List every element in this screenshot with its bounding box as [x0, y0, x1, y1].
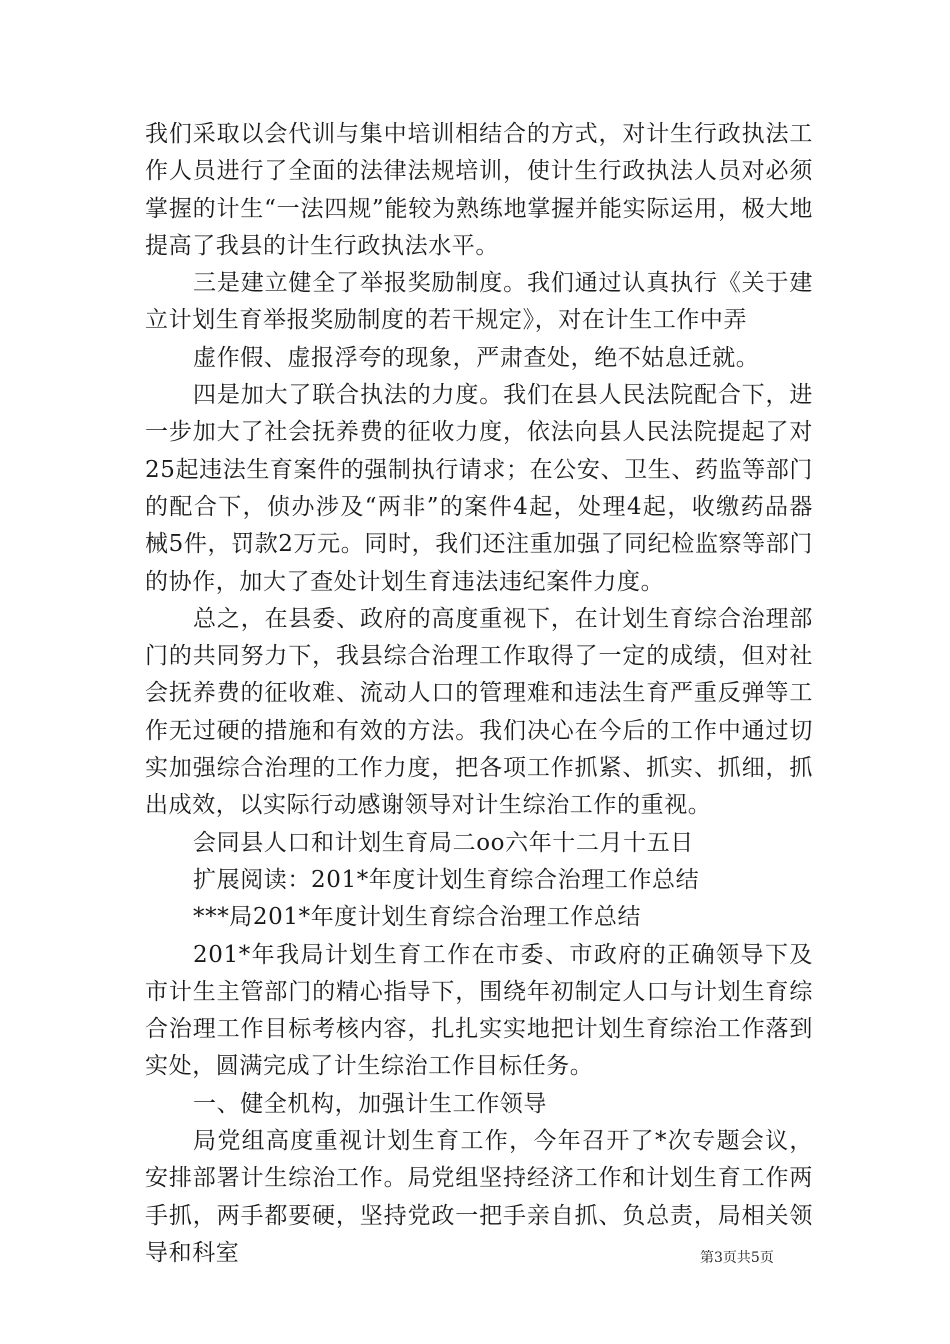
page-number-footer: 第3页共5页	[700, 1250, 774, 1266]
paragraph-reporting-reward: 三是建立健全了举报奖励制度。我们通过认真执行《关于建立计划生育举报奖励制度的若干规定》，对在计生工作中弄	[145, 270, 813, 334]
paragraph-reporting-reward-cont: 虚作假、虚报浮夸的现象，严肃查处，绝不姑息迁就。	[193, 344, 760, 371]
paragraph-signature-date: 会同县人口和计划生育局二oo六年十二月十五日	[193, 829, 694, 856]
paragraph-training: 我们采取以会代训与集中培训相结合的方式，对计生行政执法工作人员进行了全面的法律法规培训，使计生行政执法人员对必须掌握的计生“一法四规”能较为熟练地掌握并能实际运用，极大地提高了我县的计生行政执法水平。	[145, 121, 813, 259]
document-body	[145, 116, 813, 1272]
paragraph-annual-overview: 201*年我局计划生育工作在市委、市政府的正确领导下及市计生主管部门的精心指导下，围绕年初制定人口与计划生育综合治理工作目标考核内容，扎扎实实地把计划生育综治工作落到实处，圆满完成了计生综治工作目标任务。	[145, 941, 813, 1080]
paragraph-subtitle: ***局201*年度计划生育综合治理工作总结	[193, 904, 642, 931]
paragraph-party-leadership: 局党组高度重视计划生育工作，今年召开了*次专题会议，安排部署计生综治工作。局党组坚持经济工作和计划生育工作两手抓，两手都要硬，坚持党政一把手亲自抓、负总责，局相关领导和科室	[145, 1128, 813, 1266]
paragraph-section-heading-1: 一、健全机构，加强计生工作领导	[193, 1090, 547, 1117]
paragraph-joint-enforcement: 四是加大了联合执法的力度。我们在县人民法院配合下，进一步加大了社会抚养费的征收力度，依法向县人民法院提起了对25起违法生育案件的强制执行请求；在公安、卫生、药监等部门的配合下，侦办涉及“两非”的案件4起，处理4起，收缴药品器械5件，罚款2万元。同时，我们还注重加强了同纪检监察等部门的协作，加大了查处计划生育违法违纪案件力度。	[145, 382, 813, 595]
paragraph-summary: 总之，在县委、政府的高度重视下，在计划生育综合治理部门的共同努力下，我县综合治理工作取得了一定的成绩，但对社会抚养费的征收难、流动人口的管理难和违法生育严重反弹等工作无过硬的措施和有效的方法。我们决心在今后的工作中通过切实加强综合治理的工作力度，把各项工作抓紧、抓实、抓细，抓出成效，以实际行动感谢领导对计生综治工作的重视。	[145, 605, 813, 819]
paragraph-extended-reading: 扩展阅读：201*年度计划生育综合治理工作总结	[193, 866, 700, 893]
